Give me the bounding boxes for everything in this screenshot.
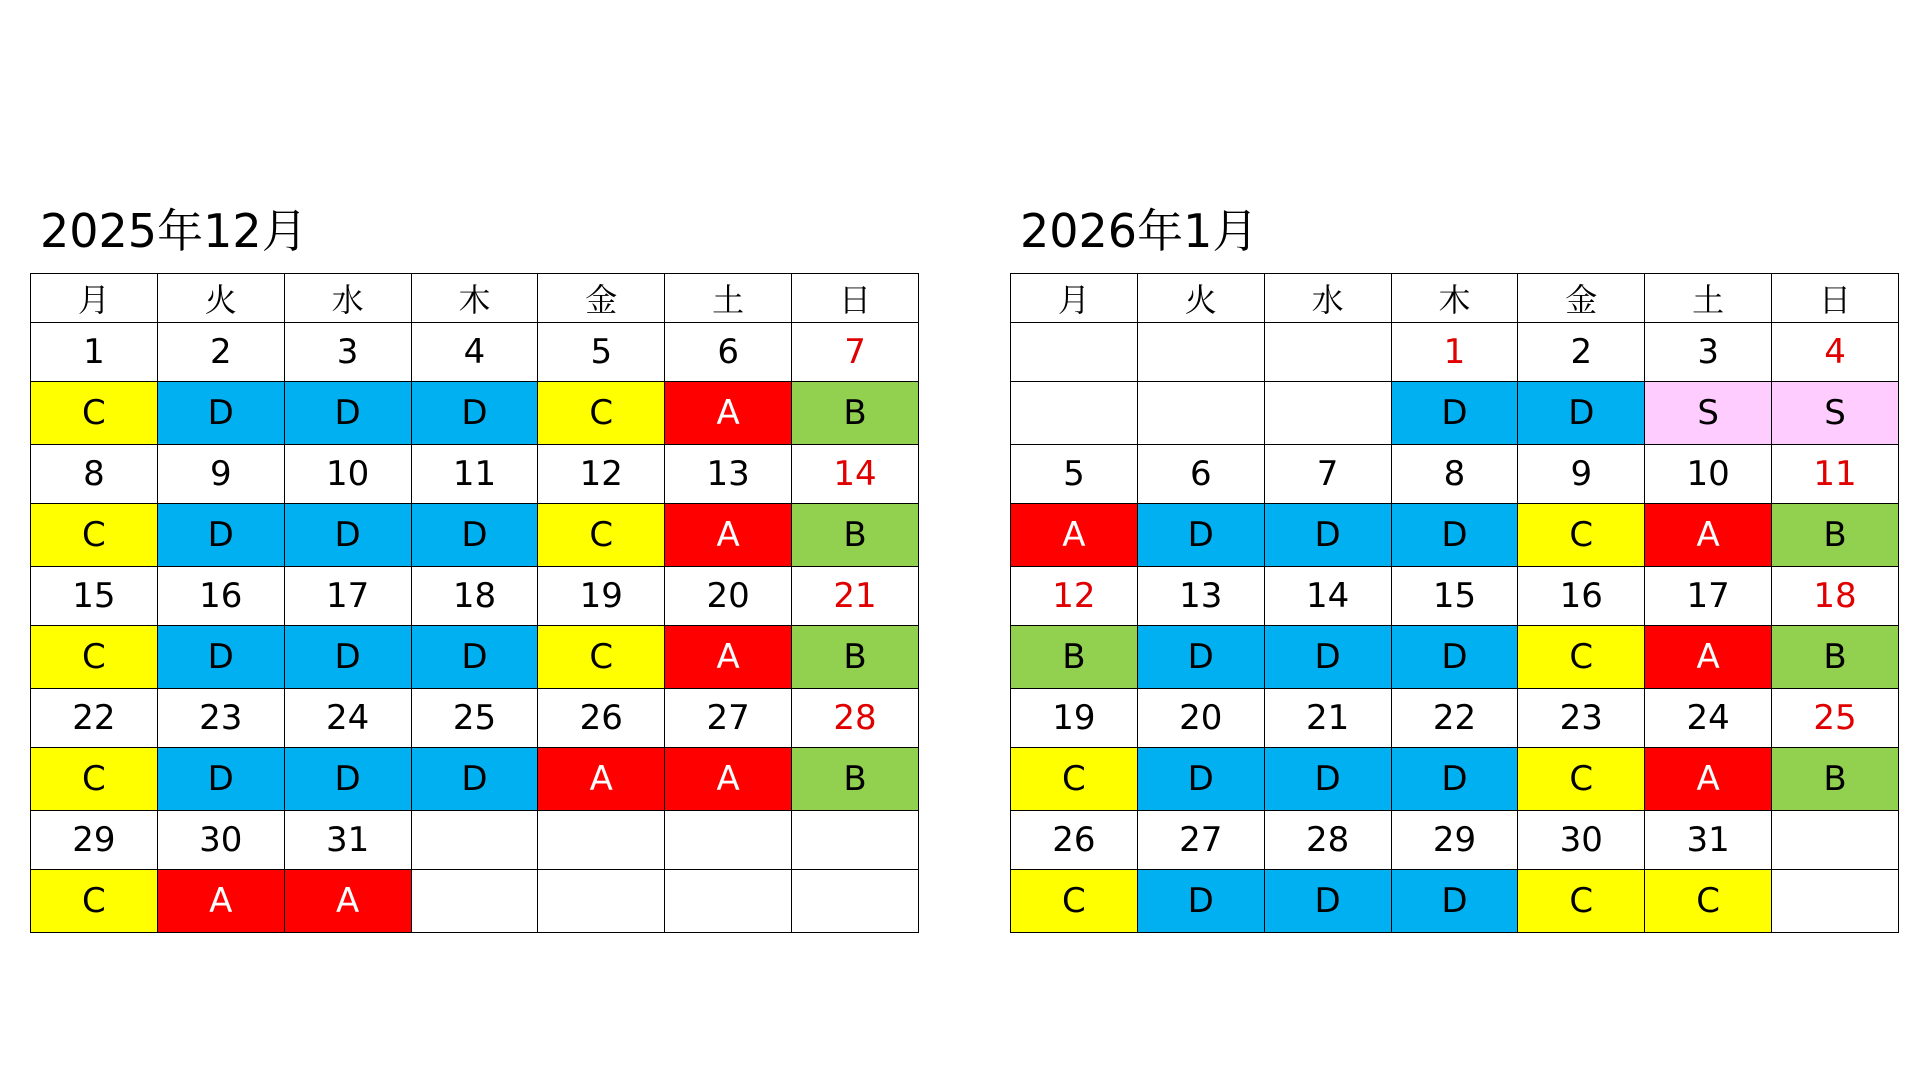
date-cell: 27	[1137, 811, 1264, 870]
shift-cell-d: D	[411, 504, 538, 567]
date-cell: 20	[1137, 689, 1264, 748]
date-cell: 29	[31, 811, 158, 870]
shift-row	[31, 748, 919, 811]
date-cell: 11	[1772, 445, 1899, 504]
shift-cell-d: D	[1391, 504, 1518, 567]
date-cell: 14	[1264, 567, 1391, 626]
shift-cell-b: B	[792, 748, 919, 811]
date-cell: 8	[1391, 445, 1518, 504]
date-cell: 15	[31, 567, 158, 626]
date-cell: 17	[284, 567, 411, 626]
shift-cell-c: C	[31, 504, 158, 567]
date-cell: 19	[1011, 689, 1138, 748]
weekday-thursday: 木	[411, 274, 538, 323]
date-cell: 31	[1645, 811, 1772, 870]
date-row	[1011, 811, 1899, 870]
shift-cell-d: D	[157, 748, 284, 811]
calendar-grid	[30, 273, 919, 933]
date-cell: 15	[1391, 567, 1518, 626]
shift-cell-d: D	[1264, 870, 1391, 933]
shift-cell-a: A	[665, 382, 792, 445]
shift-cell-b: B	[1011, 626, 1138, 689]
shift-cell-b: B	[1772, 626, 1899, 689]
date-cell: 16	[1518, 567, 1645, 626]
date-cell: 12	[538, 445, 665, 504]
weekday-tuesday: 火	[1137, 274, 1264, 323]
date-cell: 17	[1645, 567, 1772, 626]
shift-cell-c: C	[31, 870, 158, 933]
date-row	[1011, 323, 1899, 382]
shift-cell-d: D	[157, 382, 284, 445]
shift-cell-c: C	[538, 504, 665, 567]
weekday-thursday: 木	[1391, 274, 1518, 323]
empty-shift-cell	[792, 870, 919, 933]
empty-date-cell	[1011, 323, 1138, 382]
date-row	[1011, 445, 1899, 504]
date-cell: 20	[665, 567, 792, 626]
date-cell: 14	[792, 445, 919, 504]
shift-cell-b: B	[1772, 504, 1899, 567]
date-cell: 6	[1137, 445, 1264, 504]
date-cell: 21	[1264, 689, 1391, 748]
date-cell: 10	[1645, 445, 1772, 504]
date-cell: 31	[284, 811, 411, 870]
empty-shift-cell	[1772, 870, 1899, 933]
shift-cell-d: D	[1264, 626, 1391, 689]
calendar-2025-12	[30, 200, 922, 933]
date-cell: 27	[665, 689, 792, 748]
empty-date-cell	[411, 811, 538, 870]
weekday-saturday: 土	[1645, 274, 1772, 323]
shift-cell-d: D	[411, 626, 538, 689]
date-cell: 22	[31, 689, 158, 748]
date-cell: 30	[157, 811, 284, 870]
shift-cell-a: A	[284, 870, 411, 933]
shift-cell-d: D	[1264, 504, 1391, 567]
date-row	[31, 689, 919, 748]
date-cell: 26	[538, 689, 665, 748]
shift-cell-a: A	[1645, 504, 1772, 567]
shift-cell-c: C	[1518, 504, 1645, 567]
shift-cell-d: D	[1137, 626, 1264, 689]
empty-date-cell	[538, 811, 665, 870]
date-cell: 16	[157, 567, 284, 626]
date-cell: 9	[1518, 445, 1645, 504]
shift-row	[31, 870, 919, 933]
shift-cell-c: C	[1518, 626, 1645, 689]
shift-cell-a: A	[157, 870, 284, 933]
date-cell: 4	[1772, 323, 1899, 382]
shift-cell-c: C	[538, 626, 665, 689]
empty-date-cell	[1772, 811, 1899, 870]
date-row	[1011, 689, 1899, 748]
weekday-sunday: 日	[1772, 274, 1899, 323]
shift-row	[31, 382, 919, 445]
weekday-monday: 月	[1011, 274, 1138, 323]
weekday-sunday: 日	[792, 274, 919, 323]
date-cell: 8	[31, 445, 158, 504]
shift-cell-a: A	[1645, 626, 1772, 689]
shift-cell-c: C	[1011, 870, 1138, 933]
date-cell: 26	[1011, 811, 1138, 870]
calendar-2026-01	[1010, 200, 1902, 933]
shift-row	[31, 626, 919, 689]
date-row	[1011, 567, 1899, 626]
weekday-monday: 月	[31, 274, 158, 323]
date-row	[31, 567, 919, 626]
empty-date-cell	[792, 811, 919, 870]
date-cell: 4	[411, 323, 538, 382]
shift-row	[1011, 382, 1899, 445]
date-row	[31, 323, 919, 382]
shift-cell-d: D	[1391, 382, 1518, 445]
shift-cell-d: D	[411, 748, 538, 811]
month-title: 2025年12月	[40, 204, 308, 258]
weekday-header-row	[1011, 274, 1899, 323]
date-cell: 10	[284, 445, 411, 504]
date-cell: 12	[1011, 567, 1138, 626]
date-cell: 25	[411, 689, 538, 748]
shift-row	[1011, 504, 1899, 567]
shift-cell-c: C	[1518, 870, 1645, 933]
shift-cell-c: C	[31, 748, 158, 811]
date-cell: 21	[792, 567, 919, 626]
date-cell: 5	[538, 323, 665, 382]
weekday-wednesday: 水	[1264, 274, 1391, 323]
empty-shift-cell	[1137, 382, 1264, 445]
date-cell: 30	[1518, 811, 1645, 870]
date-cell: 6	[665, 323, 792, 382]
shift-cell-d: D	[411, 382, 538, 445]
calendar-grid	[1010, 273, 1899, 933]
shift-cell-d: D	[1391, 870, 1518, 933]
date-cell: 19	[538, 567, 665, 626]
empty-shift-cell	[1264, 382, 1391, 445]
shift-cell-d: D	[157, 626, 284, 689]
date-cell: 11	[411, 445, 538, 504]
empty-date-cell	[1264, 323, 1391, 382]
shift-cell-d: D	[284, 626, 411, 689]
date-cell: 25	[1772, 689, 1899, 748]
date-cell: 1	[1391, 323, 1518, 382]
weekday-friday: 金	[538, 274, 665, 323]
shift-cell-c: C	[1011, 748, 1138, 811]
shift-cell-d: D	[1137, 748, 1264, 811]
empty-date-cell	[665, 811, 792, 870]
date-cell: 2	[1518, 323, 1645, 382]
shift-cell-d: D	[1391, 626, 1518, 689]
date-cell: 28	[792, 689, 919, 748]
shift-cell-d: D	[1518, 382, 1645, 445]
month-title: 2026年1月	[1020, 204, 1259, 258]
shift-cell-d: D	[284, 504, 411, 567]
date-row	[31, 811, 919, 870]
date-cell: 13	[1137, 567, 1264, 626]
date-cell: 22	[1391, 689, 1518, 748]
date-cell: 3	[284, 323, 411, 382]
shift-cell-b: B	[1772, 748, 1899, 811]
shift-cell-c: C	[1645, 870, 1772, 933]
weekday-header-row	[31, 274, 919, 323]
shift-cell-d: D	[284, 382, 411, 445]
shift-cell-a: A	[538, 748, 665, 811]
weekday-tuesday: 火	[157, 274, 284, 323]
shift-cell-a: A	[1645, 748, 1772, 811]
shift-cell-s: S	[1772, 382, 1899, 445]
date-cell: 3	[1645, 323, 1772, 382]
empty-shift-cell	[411, 870, 538, 933]
shift-row	[1011, 626, 1899, 689]
date-cell: 29	[1391, 811, 1518, 870]
shift-cell-d: D	[1137, 504, 1264, 567]
weekday-saturday: 土	[665, 274, 792, 323]
shift-cell-c: C	[1518, 748, 1645, 811]
empty-shift-cell	[665, 870, 792, 933]
date-cell: 24	[284, 689, 411, 748]
shift-row	[31, 504, 919, 567]
shift-cell-c: C	[31, 382, 158, 445]
shift-cell-d: D	[157, 504, 284, 567]
date-cell: 5	[1011, 445, 1138, 504]
shift-cell-a: A	[1011, 504, 1138, 567]
date-cell: 9	[157, 445, 284, 504]
shift-row	[1011, 748, 1899, 811]
shift-cell-d: D	[1137, 870, 1264, 933]
shift-cell-d: D	[1391, 748, 1518, 811]
shift-cell-a: A	[665, 748, 792, 811]
date-cell: 13	[665, 445, 792, 504]
date-cell: 23	[1518, 689, 1645, 748]
shift-cell-a: A	[665, 626, 792, 689]
shift-cell-c: C	[31, 626, 158, 689]
shift-cell-d: D	[284, 748, 411, 811]
shift-cell-b: B	[792, 626, 919, 689]
date-cell: 2	[157, 323, 284, 382]
date-cell: 7	[1264, 445, 1391, 504]
shift-cell-c: C	[538, 382, 665, 445]
weekday-friday: 金	[1518, 274, 1645, 323]
date-row	[31, 445, 919, 504]
date-cell: 24	[1645, 689, 1772, 748]
empty-shift-cell	[1011, 382, 1138, 445]
date-cell: 1	[31, 323, 158, 382]
date-cell: 28	[1264, 811, 1391, 870]
shift-cell-s: S	[1645, 382, 1772, 445]
date-cell: 23	[157, 689, 284, 748]
shift-cell-b: B	[792, 382, 919, 445]
date-cell: 18	[1772, 567, 1899, 626]
shift-cell-d: D	[1264, 748, 1391, 811]
empty-date-cell	[1137, 323, 1264, 382]
date-cell: 18	[411, 567, 538, 626]
shift-row	[1011, 870, 1899, 933]
weekday-wednesday: 水	[284, 274, 411, 323]
date-cell: 7	[792, 323, 919, 382]
shift-cell-b: B	[792, 504, 919, 567]
shift-cell-a: A	[665, 504, 792, 567]
empty-shift-cell	[538, 870, 665, 933]
